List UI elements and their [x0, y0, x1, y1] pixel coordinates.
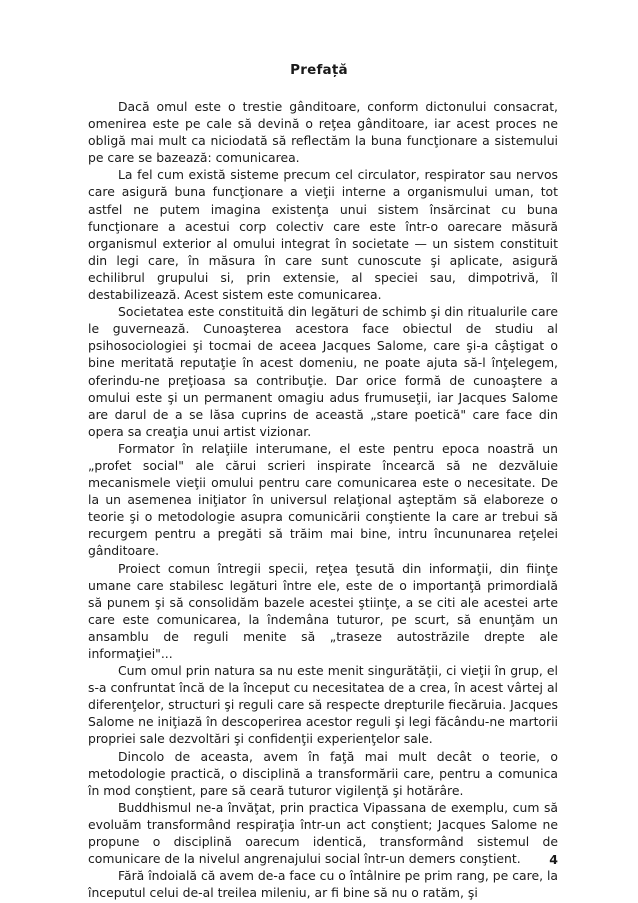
paragraph-4: Formator în relaţiile interumane, el este pentru epoca noastră un „profet social" ale cărui scrieri inspirate încearcă să ne dezvăluie mecanismele vieţii omului pentru care comunicarea este o necesitate. De la un asemenea iniţiator în universul relaţional aşteptăm să elaboreze o teorie şi o metodologie asupra comunicării conştiente la care ar trebui să recurgem pentru a pregăti să trăim mai bine, intru încununarea reţelei gânditoare. — [88, 440, 558, 559]
paragraph-6: Cum omul prin natura sa nu este menit singurătăţii, ci vieţii în grup, el s-a confruntat încă de la început cu necesitatea de a crea, în acest vârtej al diferenţelor, structuri şi reguli care să respecte drepturile fiecăruia. Jacques Salome ne iniţiază în descoperirea acestor reguli şi legi făcându-ne martorii propriei sale dezvoltări şi confidenţii experienţelor sale. — [88, 663, 558, 747]
paragraph-9: Fără îndoială că avem de-a face cu o întâlnire pe prim rang, pe care, la începutul celui de-al treilea mileniu, ar fi bine să nu o ratăm, şi — [88, 868, 558, 901]
page-title: Prefață — [290, 62, 348, 78]
paragraph-3: Societatea este constituită din legături de schimb şi din ritualurile care le guvernează. Cunoaşterea acestora face obiectul de studiu al psihosociologiei şi tocmai de aceea Jacques Salome, care şi-a câştigat o bine meritată reputaţie în acest domeniu, ne poate ajuta să-l înţelegem, oferindu-ne preţioasa sa contribuţie. Dar orice formă de cunoaştere a omului este şi un permanent omagiu adus frumuseţii, iar Jacques Salome are darul de a se lăsa cuprins de această „stare poetică" care face din opera sa creaţia unui artist vizionar. — [88, 304, 558, 439]
paragraph-5: Proiect comun întregii specii, reţea ţesută din informaţii, din fiinţe umane care stabilesc legături între ele, este de o importanţă primordială să punem şi să consolidăm bazele acestei ştiinţe, a se citi ale acestei arte care este comunicarea, la îndemâna tuturor, pe scurt, să enunţăm un ansamblu de reguli menite să „traseze autostrăzile drepte ale informaţiei"... — [88, 560, 558, 661]
page-number: 4 — [549, 852, 558, 867]
paragraph-7: Dincolo de aceasta, avem în faţă mai mult decât o teorie, o metodologie practică, o disciplină a transformării care, pentru a comunica în mod conştient, pare să ceară tuturor vigilenţă şi hotărâre. — [88, 748, 558, 798]
paragraph-8: Buddhismul ne-a învăţat, prin practica Vipassana de exemplu, cum să evoluăm transformând respiraţia într-un act conştient; Jacques Salome ne propune o disciplină oarecum identică, transformând sistemul de comunicare de la nivelul angrenajului social într-un demers conştient. — [88, 799, 558, 867]
body-text — [88, 98, 558, 901]
paragraph-2: La fel cum există sisteme precum cel circulator, respirator sau nervos care asigură buna funcţionare a vieţii interne a organismului uman, tot astfel ne putem imagina existenţa unui sistem însărcinat cu buna funcţionare a acestui corp colectiv care este într-o oarecare măsură organismul exterior al omului integrat în societate — un sistem constituit din legi care, în măsura în care sunt cunoscute şi aplicate, asigură echilibrul grupului si, prin extensie, al speciei sau, dimpotrivă, îl destabilizează. Acest sistem este comunicarea. — [88, 167, 558, 303]
paragraph-1: Dacă omul este o trestie gânditoare, conform dictonului consacrat, omenirea este pe cale să devină o reţea gânditoare, iar acest proces ne obligă mai mult ca niciodată să reflectăm la buna funcţionare a sistemului pe care se bazează: comunicarea. — [88, 99, 558, 166]
